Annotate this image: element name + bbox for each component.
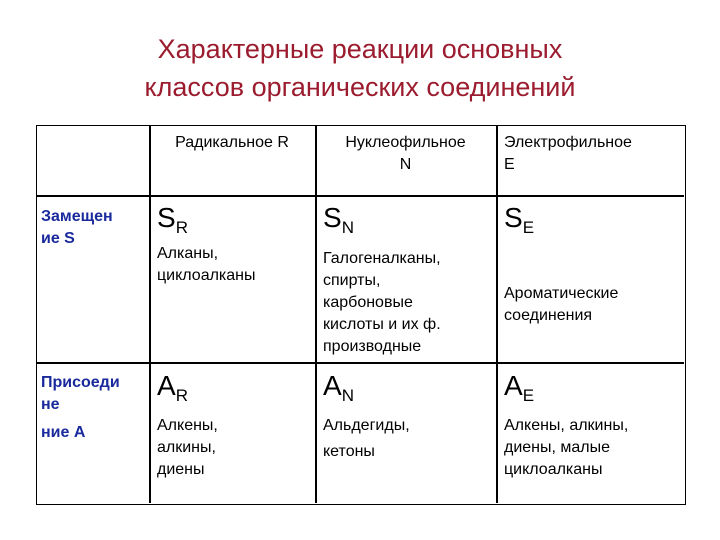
reactions-table [36, 125, 686, 505]
reaction-symbol: $S_R$ [157, 202, 188, 237]
header-electrophilic: Электрофильное E [504, 134, 632, 173]
row-label-addition: Присоеди не ние А [41, 374, 120, 441]
reaction-symbol: $A_E$ [504, 370, 535, 405]
cell-addition-nucleophilic: $A_N$ Альдегиды, кетоны [323, 371, 495, 463]
cell-addition-radical: $A_R$ Алкены, алкины, диены [157, 371, 312, 481]
cell-addition-electrophilic: $A_E$ Алкены, алкины, диены, малые циклоалканы [504, 371, 682, 481]
col-divider-1 [149, 126, 151, 503]
reaction-symbol: $S_N$ [323, 202, 354, 237]
reaction-symbol: $A_R$ [157, 370, 188, 405]
title-line-1: Характерные реакции основных [157, 34, 563, 64]
reaction-symbol: $A_N$ [323, 370, 354, 405]
slide-title [0, 30, 720, 106]
row-label-substitution: Замещен ие S [41, 208, 113, 247]
header-radical: Радикальное R [175, 134, 289, 151]
header-nucleophilic: Нуклеофильное N [345, 134, 466, 173]
col-divider-2 [315, 126, 317, 503]
cell-substitution-electrophilic: $S_E$ Ароматические соединения [504, 203, 682, 327]
row-divider [37, 362, 684, 364]
cell-substitution-nucleophilic: $S_N$ Галогеналканы, спирты, карбоновые кислоты и их ф. производные [323, 203, 495, 358]
header-divider [37, 195, 684, 197]
title-line-2: классов органических соединений [144, 72, 576, 102]
cell-substitution-radical: $S_R$ Алканы, циклоалканы [157, 203, 312, 287]
col-divider-3 [496, 126, 498, 503]
reaction-symbol: $S_E$ [504, 202, 535, 237]
